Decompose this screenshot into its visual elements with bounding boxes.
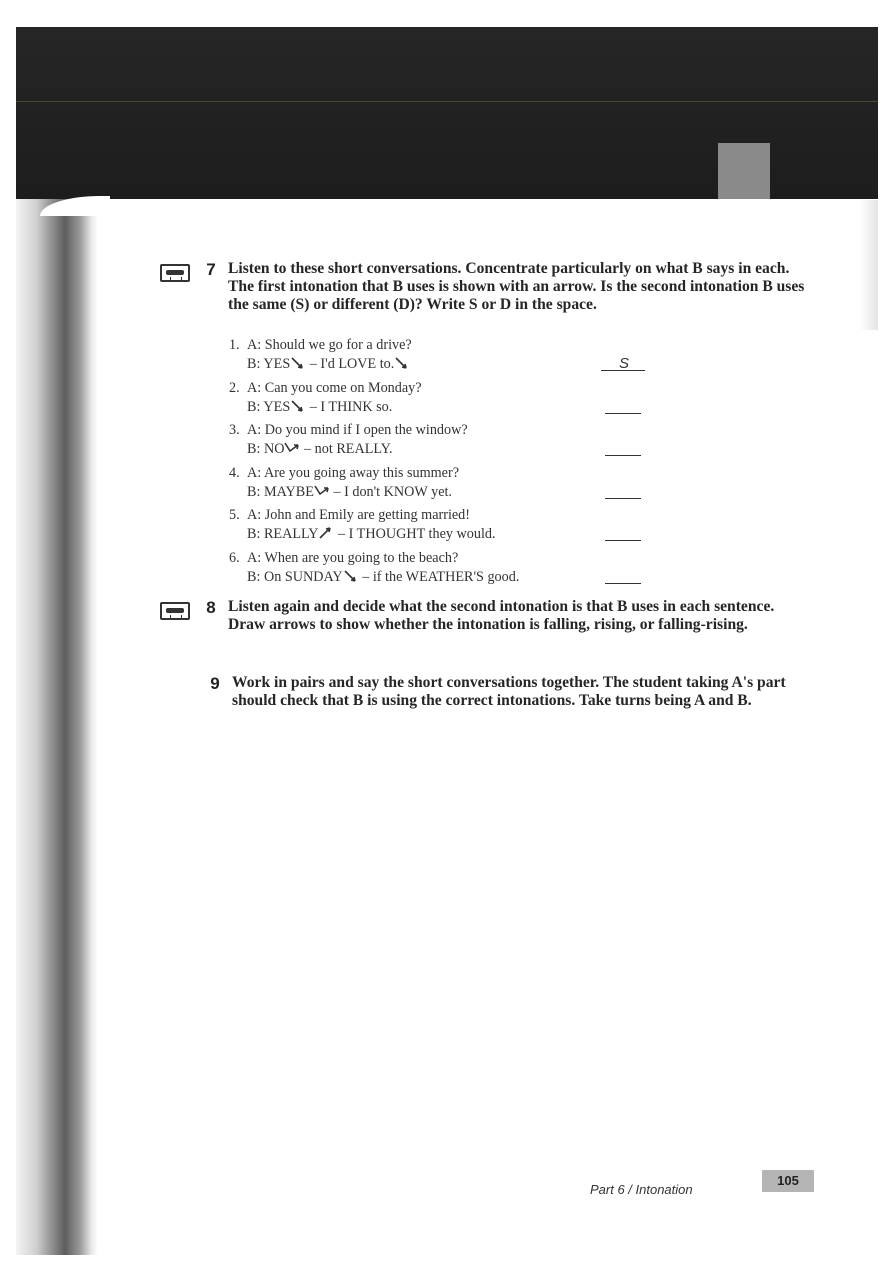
speaker-b-line: B: On SUNDAY – if the WEATHER'S good. <box>247 568 520 585</box>
speaker-a-line: A: When are you going to the beach? <box>247 549 459 566</box>
rising-arrow-icon <box>318 526 334 540</box>
conversation-item <box>229 379 659 422</box>
answer-blank[interactable] <box>605 583 641 584</box>
item-number: 3. <box>229 422 240 438</box>
speaker-a-line: A: Can you come on Monday? <box>247 379 422 396</box>
conversation-item <box>229 464 659 507</box>
exercise-number: 7 <box>206 260 216 279</box>
page-number: 105 <box>762 1170 814 1192</box>
exercise-8 <box>160 598 810 634</box>
falling-arrow-icon <box>394 356 410 370</box>
answer-blank[interactable] <box>605 455 641 456</box>
exercise-number: 9 <box>210 674 220 693</box>
scan-grey-tab <box>718 143 770 199</box>
falling-rising-arrow-icon <box>284 441 300 455</box>
scan-band-line <box>16 101 878 102</box>
answer-blank[interactable] <box>605 413 641 414</box>
speaker-b-line: B: YES – I THINK so. <box>247 398 393 415</box>
speaker-b-line: B: MAYBE – I don't KNOW yet. <box>247 483 452 500</box>
exercise-7 <box>160 260 810 314</box>
speaker-a-line: A: Are you going away this summer? <box>247 464 459 481</box>
exercise-9 <box>160 674 810 710</box>
exercise-instruction: Listen again and decide what the second intonation is that B uses in each sentence. Draw arrows to show whether the intonation is falling, rising, or falling-rising. <box>228 598 775 633</box>
conversation-item <box>229 421 659 464</box>
book-spine-shadow <box>16 199 98 1255</box>
conversation-item <box>229 336 659 379</box>
handwritten-answer: S <box>619 355 630 372</box>
conversation-list <box>229 336 659 591</box>
item-number: 2. <box>229 379 240 396</box>
page-right-edge <box>860 200 878 330</box>
falling-arrow-icon <box>343 569 359 583</box>
item-number: 4. <box>229 464 240 481</box>
item-number: 6. <box>229 549 240 566</box>
speaker-a-line: A: Do you mind if I open the window? <box>247 422 468 438</box>
item-number: 5. <box>229 507 240 523</box>
speaker-b-line: B: NO – not REALLY. <box>247 441 393 457</box>
exercise-instruction: Listen to these short conversations. Concentrate particularly on what B says in each. The first intonation that B uses is shown with an arrow. Is the second intonation B uses the same (S) or different (D)? Write S or D in the space. <box>228 260 805 313</box>
conversation-item <box>229 506 659 549</box>
cassette-icon <box>160 602 190 620</box>
answer-blank[interactable] <box>605 540 641 541</box>
speaker-b-line: B: YES – I'd LOVE to. <box>247 355 410 374</box>
item-number: 1. <box>229 337 240 353</box>
answer-blank[interactable] <box>601 370 645 371</box>
exercise-instruction: Work in pairs and say the short conversations together. The student taking A's part should check that B is using the correct intonations. Take turns being A and B. <box>232 674 786 709</box>
footer-section-title: Part 6 / Intonation <box>590 1182 693 1197</box>
conversation-item <box>229 549 659 592</box>
cassette-icon <box>160 264 190 282</box>
falling-arrow-icon <box>290 356 306 370</box>
speaker-a-line: A: John and Emily are getting married! <box>247 507 470 523</box>
speaker-b-line: B: REALLY – I THOUGHT they would. <box>247 526 496 542</box>
falling-arrow-icon <box>290 399 306 413</box>
speaker-a-line: A: Should we go for a drive? <box>247 337 412 353</box>
answer-blank[interactable] <box>605 498 641 499</box>
exercise-number: 8 <box>206 598 216 617</box>
falling-rising-arrow-icon <box>314 484 330 498</box>
